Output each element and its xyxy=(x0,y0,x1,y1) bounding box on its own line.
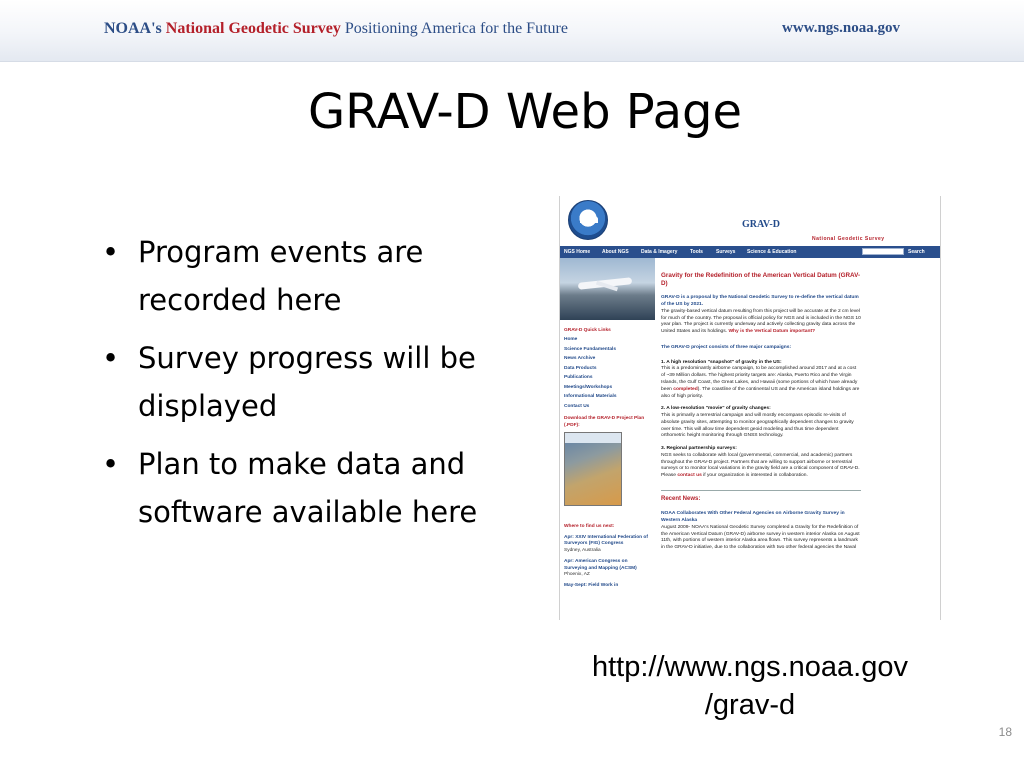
campaign-body: This is a predominantly airborne campaign, to be accomplished around 2017 and at a cost of ~39 Million dollars. The highest priority targets are: Alaska, Puerto Rico and the Virgin Islands, the Gulf Coast, the Great Lakes, and Hawaii (some portions of which have already been xyxy=(661,366,858,392)
main-intro-text: The gravity-based vertical datum resulting from this project will be accurate at the 2 cm level for much of the country. The proposal is official policy for NGS and is included in the NGS 10 year plan. The project is currently underway and actively collecting gravity data across the United States and its holdings. xyxy=(661,308,861,335)
event-title[interactable]: May-Sept: Field Work in xyxy=(564,583,619,589)
shot-sidebar xyxy=(564,328,650,590)
shot-nav-bar xyxy=(560,246,941,258)
banner-survey-name: National Geodetic Survey xyxy=(165,20,341,37)
sidebar-link-science[interactable]: Science Fundamentals xyxy=(564,346,616,352)
news-title[interactable]: NOAA Collaborates With Other Federal Agencies on Airborne Gravity Survey in Western Alaska xyxy=(661,511,845,523)
main-intro-link[interactable]: Why is the Vertical Datum important? xyxy=(728,329,816,335)
sidebar-link-publications[interactable]: Publications xyxy=(564,375,593,381)
bullet-item xyxy=(100,334,540,430)
divider xyxy=(661,490,861,491)
campaign-tail: ). The coastline of the continental US and the American island holdings are also of high priority. xyxy=(661,386,860,399)
sidebar-link-contact[interactable]: Contact Us xyxy=(564,403,590,409)
banner-tagline: Positioning America for the Future xyxy=(344,20,568,37)
noaa-logo-icon xyxy=(568,200,608,240)
campaign-link[interactable]: contact us xyxy=(677,473,702,479)
shot-site-title: GRAV-D xyxy=(742,219,780,230)
bullet-text: Plan to make data and software available here xyxy=(138,447,478,529)
campaign-link[interactable]: completed xyxy=(673,386,698,392)
shot-nav-tools[interactable]: Tools xyxy=(690,249,703,255)
sidebar-link-home[interactable]: Home xyxy=(564,337,578,343)
shot-nav-surveys[interactable]: Surveys xyxy=(716,249,736,255)
slide-title: GRAV-D Web Page xyxy=(307,84,743,140)
slide-header-banner xyxy=(0,0,1024,62)
bullet-list xyxy=(100,228,540,546)
event-title[interactable]: Apr: American Congress on Surveying and Mapping (ACSM) xyxy=(564,559,637,571)
event-place: Sydney, Australia xyxy=(564,547,601,553)
main-title: Gravity for the Redefinition of the American Vertical Datum (GRAV-D) xyxy=(661,272,861,288)
sidebar-link-news[interactable]: News Archive xyxy=(564,356,596,362)
web-page-screenshot xyxy=(559,196,941,620)
page-url-line2: /grav-d xyxy=(704,689,796,721)
bullet-dot-icon: • xyxy=(102,341,120,375)
campaign-heading: 3. Regional partnership surveys: xyxy=(661,446,737,452)
shot-main-content xyxy=(661,272,861,552)
shot-nav-data[interactable]: Data & Imagery xyxy=(641,249,678,255)
event-place: Phoenix, AZ xyxy=(564,571,590,577)
sidebar-link-meetings[interactable]: Meetings/Workshops xyxy=(564,384,613,390)
bullet-text: Program events are recorded here xyxy=(138,235,424,317)
shot-nav-ngs-home[interactable]: NGS Home xyxy=(564,249,591,255)
sidebar-find-us: Where to find us next: xyxy=(564,524,615,530)
slide-page-number: 18 xyxy=(998,725,1012,739)
campaign-body: This is primarily a terrestrial campaign and will mostly encompass episodic re-visits of absolute gravity sites, attempting to monitor geographically dependent changes to gravity over time. This will allow time dependent geoid modeling and thus time dependent orthometric height monitoring through GNSS technology. xyxy=(661,413,854,439)
page-url xyxy=(552,648,948,724)
sidebar-link-materials[interactable]: Informational Materials xyxy=(564,394,617,400)
sidebar-link-data[interactable]: Data Products xyxy=(564,365,597,371)
shot-ngs-label: National Geodetic Survey xyxy=(812,236,885,242)
bullet-item xyxy=(100,228,540,324)
banner-url: www.ngs.noaa.gov xyxy=(782,20,900,36)
page-url-line1: http://www.ngs.noaa.gov xyxy=(592,651,908,683)
campaign-tail: if your organization is interested in collaboration. xyxy=(703,473,808,479)
sidebar-download-link[interactable]: Download the GRAV-D Project Plan (.PDF): xyxy=(564,416,645,428)
main-lead: GRAV-D is a proposal by the National Geodetic Survey to re-define the vertical datum of the US by 2021. xyxy=(661,295,859,308)
shot-nav-about[interactable]: About NGS xyxy=(602,249,629,255)
project-plan-cover-image[interactable] xyxy=(564,432,622,506)
bullet-text: Survey progress will be displayed xyxy=(138,341,476,423)
shot-nav-science[interactable]: Science & Education xyxy=(747,249,797,255)
campaigns-heading: The GRAV-D project consists of three major campaigns: xyxy=(661,344,792,350)
campaign-text xyxy=(661,366,861,400)
bullet-dot-icon: • xyxy=(102,235,120,269)
event-title[interactable]: Apr: XXIV International Federation of Surveyors (FIG) Congress xyxy=(564,534,648,547)
recent-news-heading: Recent News: xyxy=(661,495,701,502)
campaign-heading: 1. A high resolution "snapshot" of gravity in the US: xyxy=(661,359,782,365)
campaign-body: NGS seeks to collaborate with local (governmental, commercial, and academic) partners throughout the GRAV-D project. Partners that are willing to support airborne or terrestrial surveys or to monitor local variations in the gravity field are a critical component of GRAV-D. Please xyxy=(661,452,860,479)
shot-search-input[interactable] xyxy=(862,248,904,255)
shot-header xyxy=(560,196,941,246)
airplane-photo xyxy=(560,258,655,320)
main-intro xyxy=(661,309,861,336)
banner-org: NOAA's xyxy=(104,20,162,37)
campaign-text xyxy=(661,453,861,480)
bullet-dot-icon: • xyxy=(102,447,120,481)
news-text: August 2009- NOAA's National Geodetic Survey completed a Gravity for the Redefinition of the American Vertical Datum (GRAV-D) airborne survey in western interior Alaska on August 11th, with portions of western interior Alaska area flown. This survey represents a landmark in the GRAV-D initiative, due to the collaboration with two other federal agencies the Naval xyxy=(661,524,860,551)
banner-org-line xyxy=(104,20,568,38)
shot-search-button[interactable]: Search xyxy=(908,249,925,255)
campaign-heading: 2. A low-resolution "movie" of gravity changes: xyxy=(661,406,771,412)
sidebar-heading: GRAV-D Quick Links xyxy=(564,328,611,333)
bullet-item xyxy=(100,440,540,536)
